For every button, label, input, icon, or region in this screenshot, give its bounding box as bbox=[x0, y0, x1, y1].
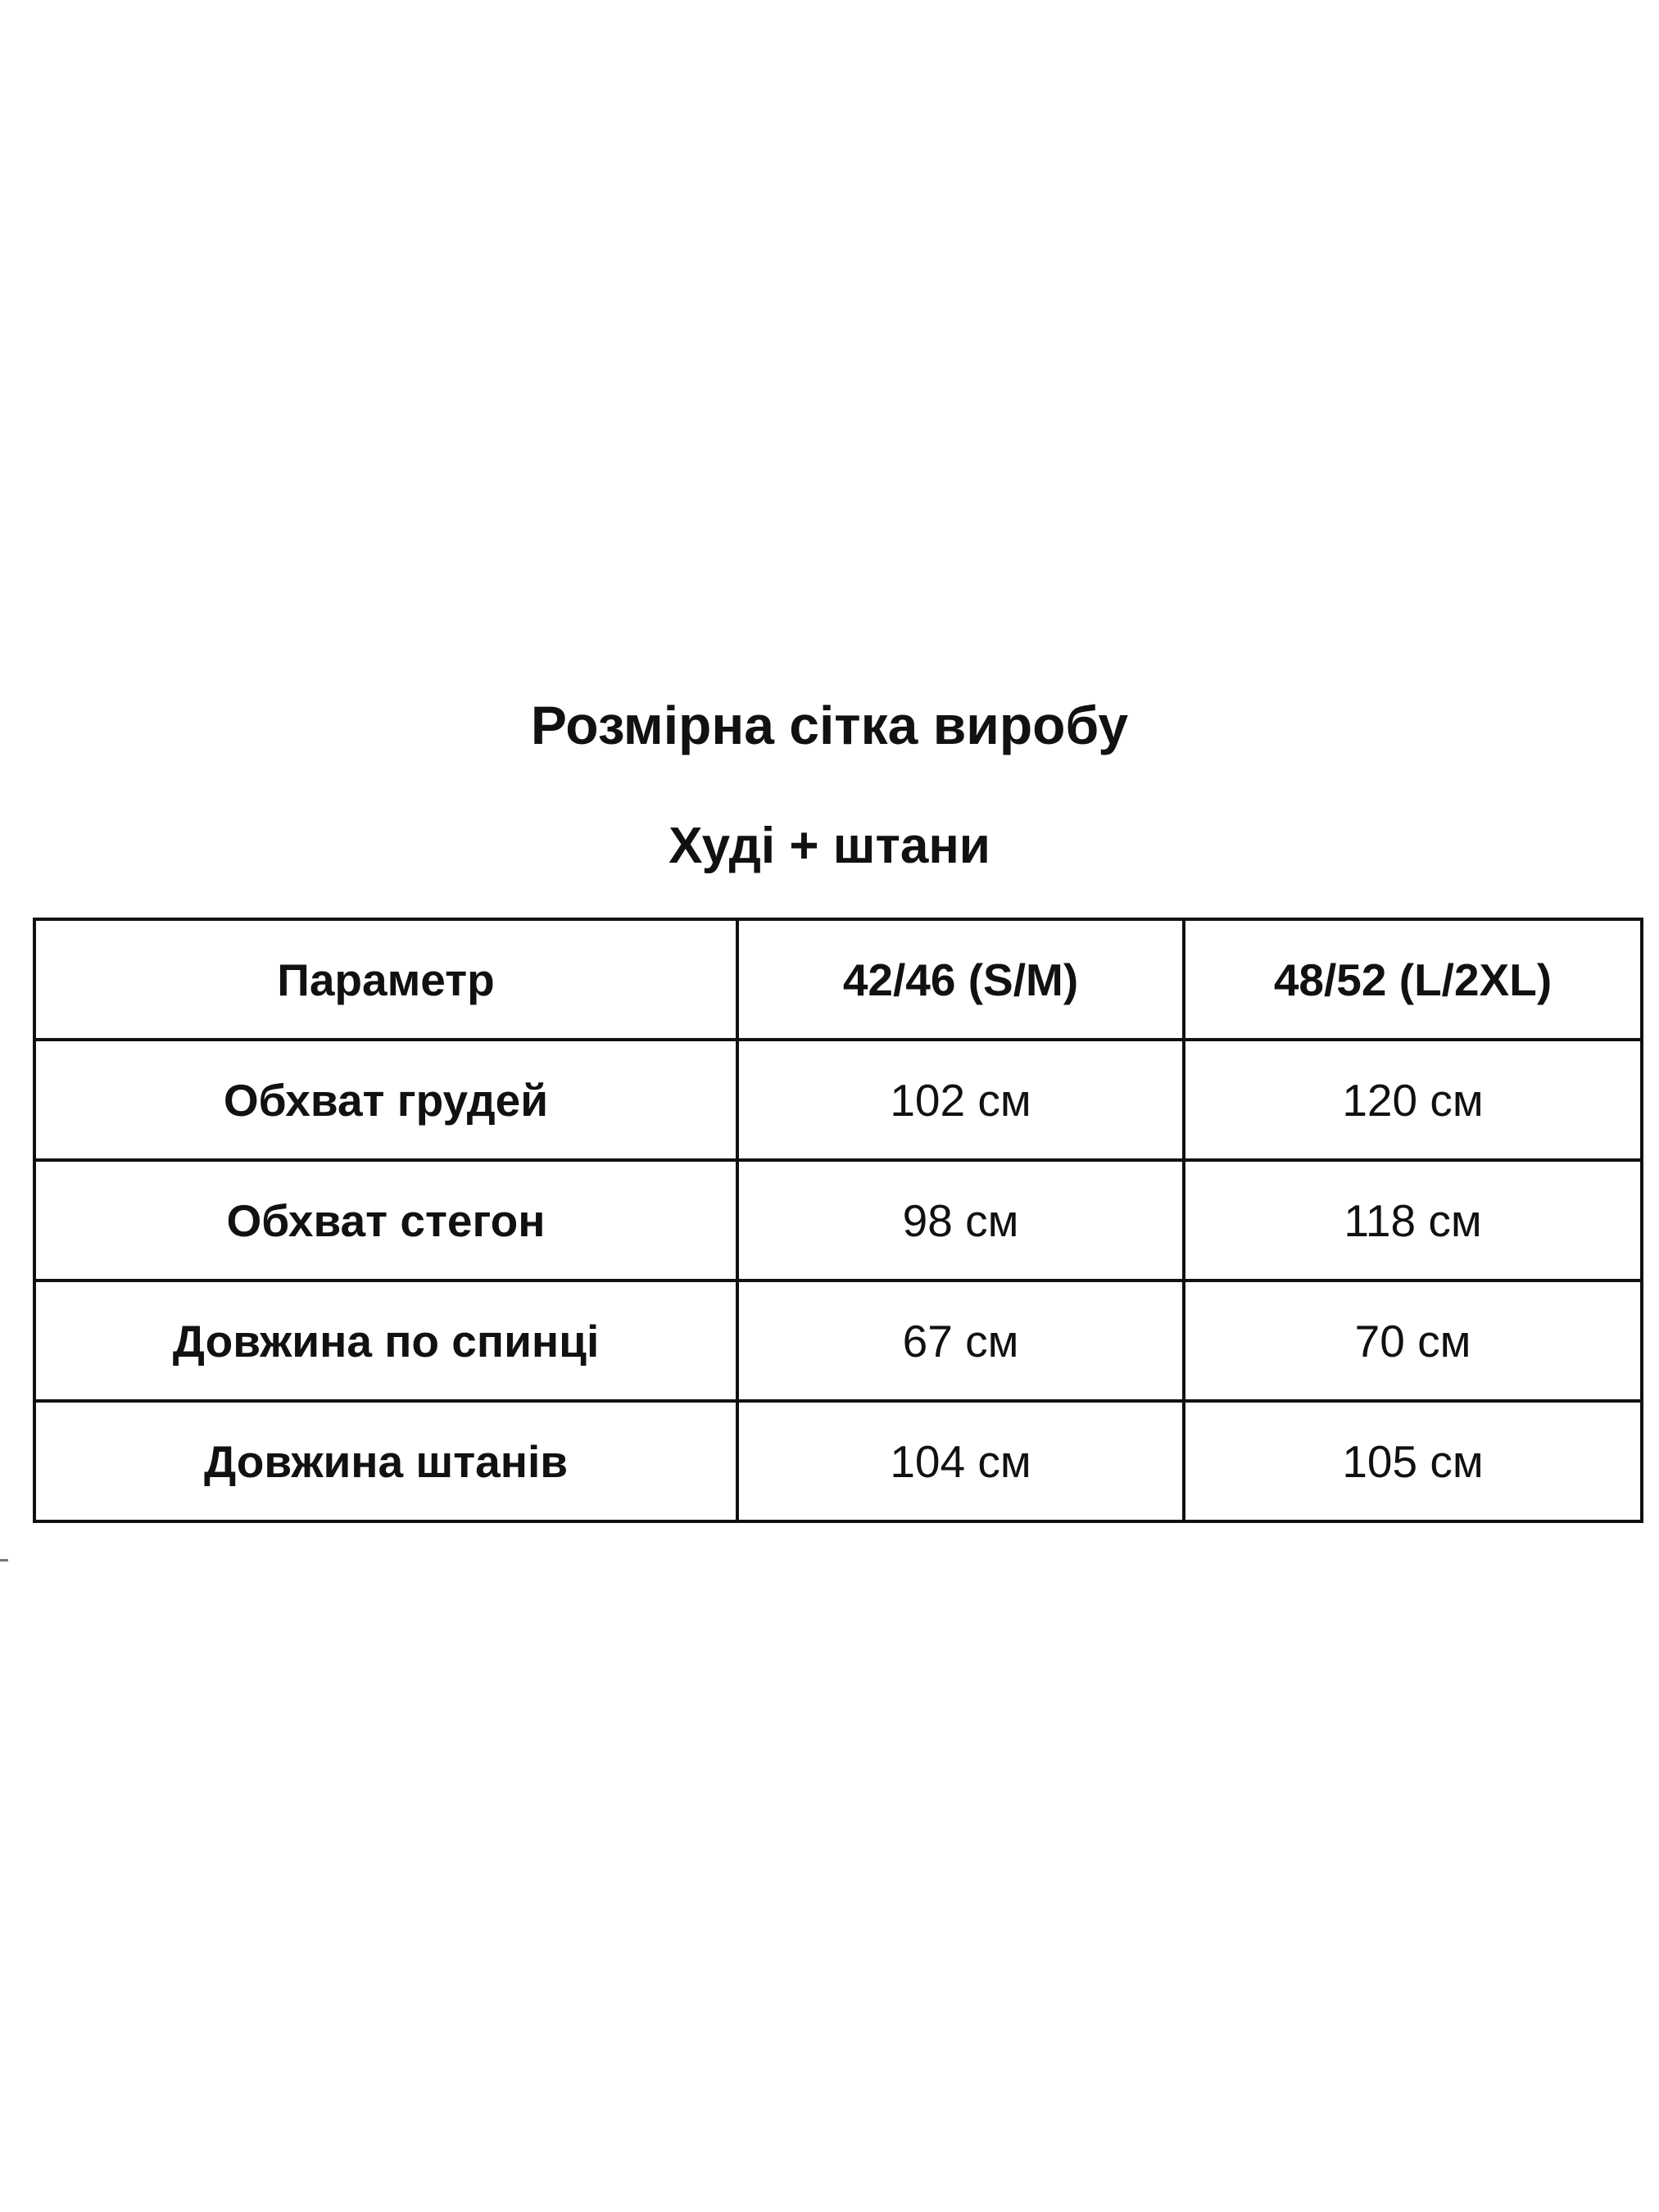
row-value-l2xl: 118 см bbox=[1184, 1160, 1642, 1281]
row-parameter: Довжина штанів bbox=[34, 1401, 737, 1521]
page-subtitle: Худі + штани bbox=[669, 818, 990, 874]
row-parameter: Довжина по спинці bbox=[34, 1281, 737, 1401]
row-value-sm: 67 см bbox=[737, 1281, 1184, 1401]
header-size-sm: 42/46 (S/M) bbox=[737, 919, 1184, 1040]
table-header-row bbox=[34, 919, 1642, 1040]
row-value-l2xl: 70 см bbox=[1184, 1281, 1642, 1401]
table-row bbox=[34, 1160, 1642, 1281]
page-title: Розмірна сітка виробу bbox=[530, 695, 1129, 755]
size-chart-table bbox=[33, 918, 1643, 1523]
table-row bbox=[34, 1401, 1642, 1521]
header-size-l2xl: 48/52 (L/2XL) bbox=[1184, 919, 1642, 1040]
row-value-sm: 102 см bbox=[737, 1040, 1184, 1160]
table-row bbox=[34, 1040, 1642, 1160]
row-value-l2xl: 120 см bbox=[1184, 1040, 1642, 1160]
row-value-sm: 98 см bbox=[737, 1160, 1184, 1281]
edge-mark bbox=[0, 1559, 8, 1562]
row-parameter: Обхват стегон bbox=[34, 1160, 737, 1281]
table-row bbox=[34, 1281, 1642, 1401]
header-parameter: Параметр bbox=[34, 919, 737, 1040]
row-parameter: Обхват грудей bbox=[34, 1040, 737, 1160]
row-value-l2xl: 105 см bbox=[1184, 1401, 1642, 1521]
row-value-sm: 104 см bbox=[737, 1401, 1184, 1521]
